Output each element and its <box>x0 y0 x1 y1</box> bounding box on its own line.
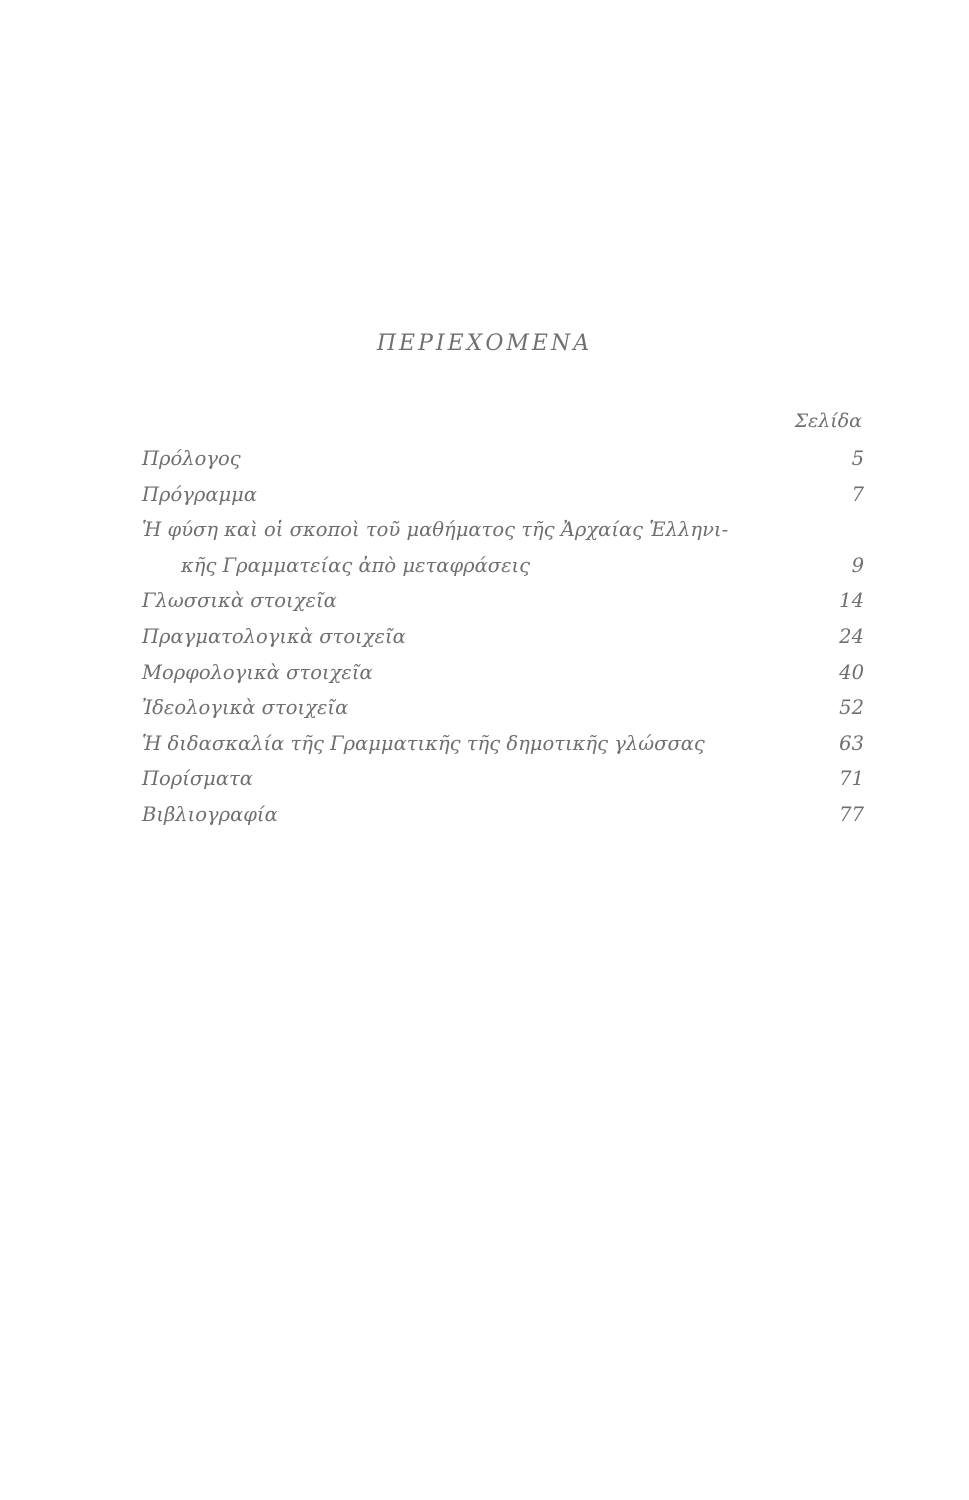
toc-entry-page: 5 <box>851 447 864 470</box>
toc-entry <box>142 441 864 477</box>
toc-entry-title: Πρόλογος <box>142 447 241 470</box>
toc-entry-title: Πορίσματα <box>142 767 253 791</box>
toc-entry <box>142 761 864 797</box>
page-title: ΠΕΡΙΕΧΟΜΕΝΑ <box>376 331 593 356</box>
toc-entry <box>142 477 864 513</box>
table-of-contents <box>142 441 864 833</box>
toc-entry-page: 63 <box>839 731 864 755</box>
toc-entry-title: Γλωσσικὰ στοιχεῖα <box>142 589 337 613</box>
toc-entry-page: 77 <box>839 802 864 826</box>
toc-entry-title: Πραγματολογικὰ στοιχεῖα <box>142 624 406 648</box>
page-column-label: Σελίδα <box>794 410 862 432</box>
toc-entry-page: 71 <box>839 767 864 791</box>
toc-entry <box>142 512 864 548</box>
toc-entry <box>142 690 864 726</box>
toc-entry-title: Ἰδεολογικὰ στοιχεῖα <box>142 696 349 720</box>
toc-entry-title: Μορφολογικὰ στοιχεῖα <box>142 660 373 684</box>
toc-entry <box>142 726 864 762</box>
toc-entry-title: Πρόγραμμα <box>142 482 258 506</box>
toc-entry-page: 9 <box>851 553 864 577</box>
toc-entry-title: κῆς Γραμματείας ἀπὸ μεταφράσεις <box>181 553 531 577</box>
toc-entry-title: Ἡ φύση καὶ οἱ σκοποὶ τοῦ μαθήματος τῆς Ἀρχαίας Ἑλληνι- <box>142 518 729 542</box>
toc-entry-page: 7 <box>851 482 864 506</box>
toc-entry <box>142 583 864 619</box>
toc-entry-page: 52 <box>839 696 864 720</box>
toc-entry-page: 14 <box>839 589 864 613</box>
toc-entry-page: 40 <box>839 660 864 684</box>
toc-entry-title: Βιβλιογραφία <box>142 802 278 826</box>
toc-entry <box>142 619 864 655</box>
toc-entry <box>142 655 864 691</box>
toc-entry-page: 24 <box>839 624 864 648</box>
toc-entry-title: Ἡ διδασκαλία τῆς Γραμματικῆς τῆς δημοτικῆς γλώσσας <box>142 731 705 755</box>
toc-entry-continuation <box>142 548 864 584</box>
toc-entry <box>142 797 864 833</box>
